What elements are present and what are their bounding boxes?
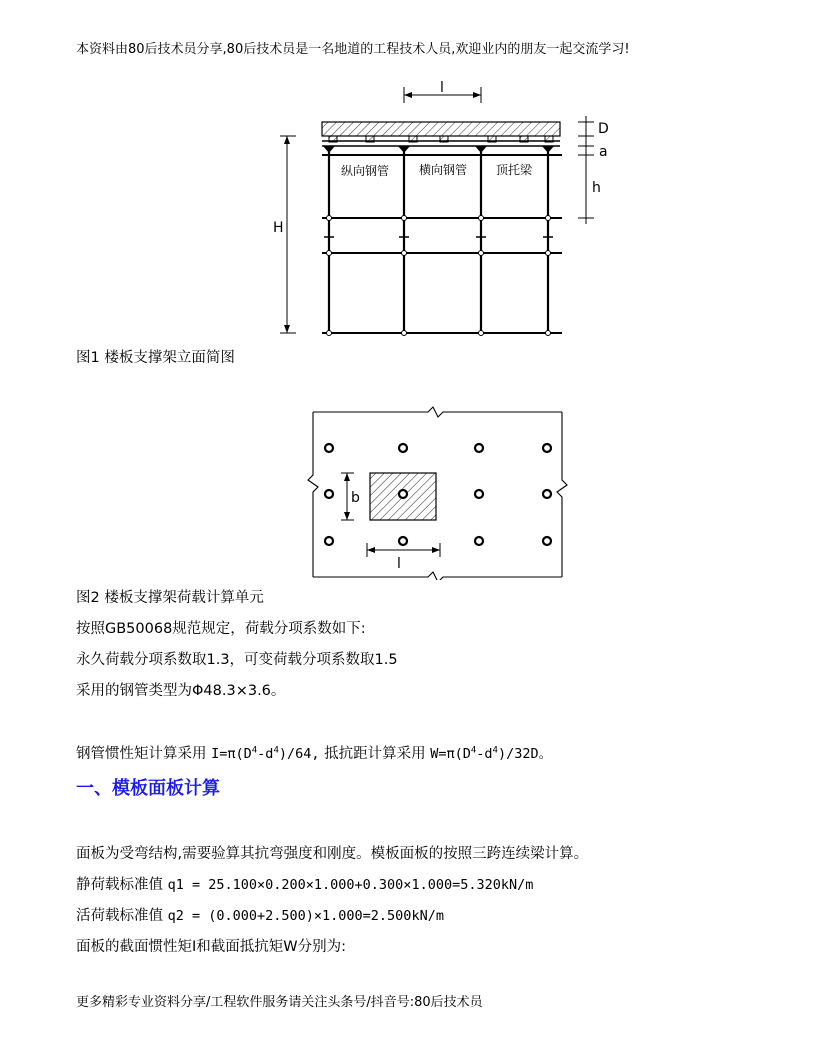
- load-factor-intro: 按照GB50068规范规定，荷载分项系数如下:: [76, 621, 366, 637]
- label-b: b: [351, 490, 360, 506]
- horizontal-ledgers: [322, 155, 562, 333]
- figure2-plan-diagram: [305, 405, 575, 580]
- page-footer: 更多精彩专业资料分享/工程软件服务请关注头条号/抖音号:80后技术员: [76, 995, 483, 1010]
- label-D: D: [598, 121, 609, 137]
- label-H: H: [273, 220, 284, 236]
- label-longitudinal-pipe: 纵向钢管: [341, 164, 390, 178]
- label-transverse-pipe: 横向钢管: [419, 163, 468, 177]
- vertical-standards: [329, 152, 548, 333]
- load-factor-values: 永久荷载分项系数取1.3，可变荷载分项系数取1.5: [76, 652, 398, 668]
- right-dimensions: [578, 116, 594, 224]
- top-supports: [323, 146, 554, 153]
- figure1-caption: 图1 楼板支撑架立面简图: [76, 350, 235, 366]
- pipe-formulas: 钢管惯性矩计算采用 $I=\pi(D^4-d^4)/64$, 抵抗距计算采用 $W=\pi(D^4-d^4)/32D$。: [76, 745, 553, 762]
- section-heading: 一、模板面板计算: [76, 778, 220, 799]
- figure1-elevation-diagram: [260, 78, 630, 340]
- live-load-line: 活荷载标准值 q2 = (0.000+2.500)×1.000=2.500kN/m: [76, 908, 444, 924]
- span-dimension-l: [404, 80, 481, 103]
- label-l-plan: l: [397, 556, 401, 572]
- static-load-line: 静荷载标准值 q1 = 25.100×0.200×1.000+0.300×1.000=5.320kN/m: [76, 877, 534, 893]
- figure2-caption: 图2 楼板支撑架荷载计算单元: [76, 590, 264, 606]
- label-h: h: [592, 180, 601, 196]
- panel-description: 面板为受弯结构,需要验算其抗弯强度和刚度。模板面板的按照三跨连续梁计算。: [76, 846, 589, 862]
- label-top-beam: 顶托梁: [496, 163, 533, 177]
- section-properties-intro: 面板的截面惯性矩I和截面抵抗矩W分别为:: [76, 939, 346, 955]
- label-l: l: [440, 80, 444, 96]
- concrete-slab: [322, 122, 560, 136]
- label-a: a: [599, 144, 608, 160]
- pipe-type: 采用的钢管类型为Φ48.3×3.6。: [76, 683, 286, 699]
- page-header: 本资料由80后技术员分享,80后技术员是一名地道的工程技术人员,欢迎业内的朋友一起交流学习!: [76, 42, 630, 57]
